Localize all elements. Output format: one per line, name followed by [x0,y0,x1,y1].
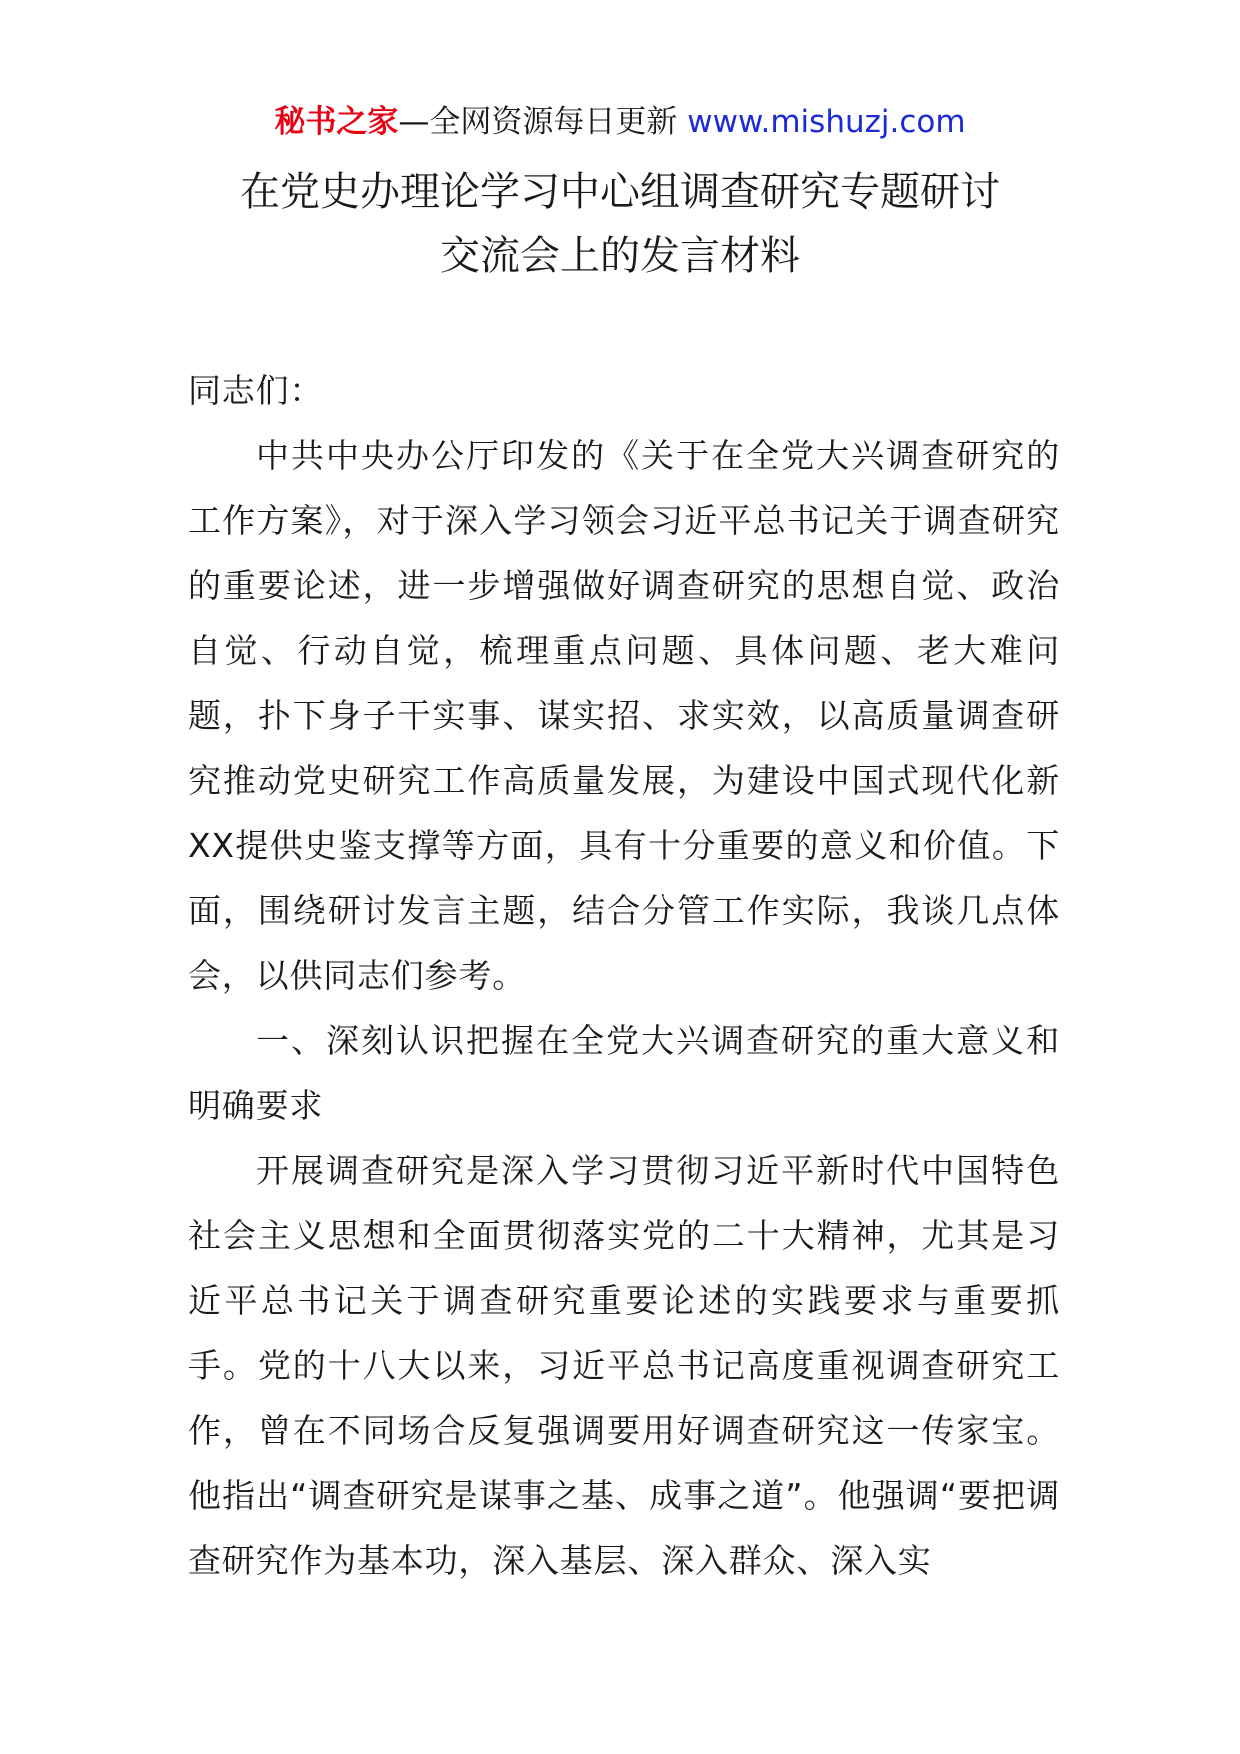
paragraph-2: 开展调查研究是深入学习贯彻习近平新时代中国特色社会主义思想和全面贯彻落实党的二十大精神，尤其是习近平总书记关于调查研究重要论述的实践要求与重要抓手。党的十八大以来，习近平总书记高度重视调查研究工作，曾在不同场合反复强调要用好调查研究这一传家宝。他指出“调查研究是谋事之基、成事之道”。他强调“要把调查研究作为基本功，深入基层、深入群众、深入实 [188,1151,1060,1580]
site-url[interactable]: www.mishuzj.com [687,104,966,140]
title-line-2: 交流会上的发言材料 [440,233,800,279]
salutation: 同志们： [188,371,324,410]
site-tagline: —全网资源每日更新 [398,104,678,140]
title-line-1: 在党史办理论学习中心组调查研究专题研讨 [240,169,1000,215]
document-body [188,358,1060,1593]
section-heading-1: 一、深刻认识把握在全党大兴调查研究的重大意义和明确要求 [188,1021,1060,1125]
site-brand: 秘书之家 [274,104,399,140]
paragraph-1: 中共中央办公厅印发的《关于在全党大兴调查研究的工作方案》，对于深入学习领会习近平总书记关于调查研究的重要论述，进一步增强做好调查研究的思想自觉、政治自觉、行动自觉，梳理重点问题、具体问题、老大难问题，扑下身子干实事、谋实招、求实效，以高质量调查研究推动党史研究工作高质量发展，为建设中国式现代化新XX提供史鉴支撑等方面，具有十分重要的意义和价值。下面，围绕研讨发言主题，结合分管工作实际，我谈几点体会，以供同志们参考。 [188,436,1060,995]
site-header [0,100,1240,144]
document-title [0,160,1240,288]
